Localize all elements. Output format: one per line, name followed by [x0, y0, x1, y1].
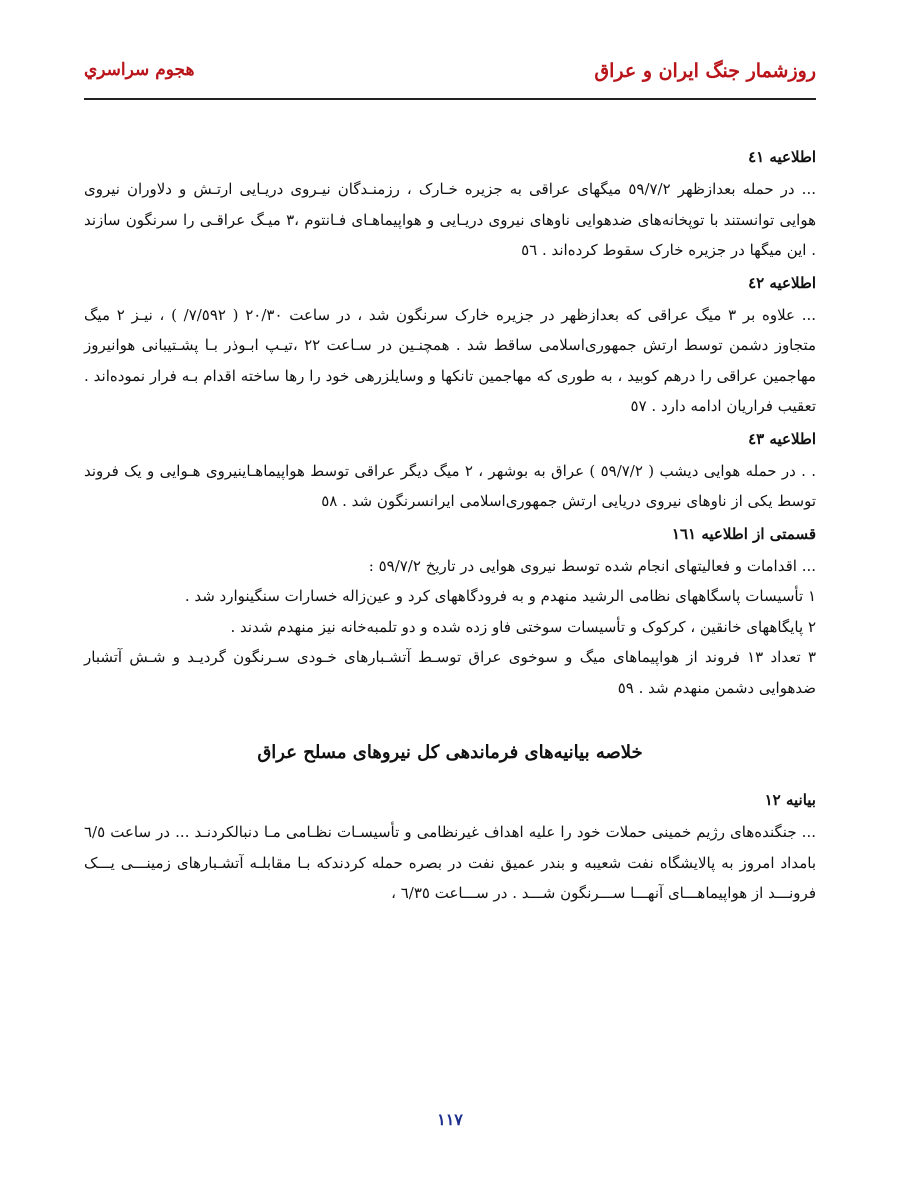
- summary-heading: خلاصه بیانیه‌های فرماندهی کل نیروهای مسلح عراق: [257, 742, 643, 763]
- statement-heading: بیانیه ١٢: [764, 791, 816, 809]
- announcement-heading: اطلاعیه ٤١: [748, 148, 816, 166]
- statement-paragraph: ... جنگنده‌های رژیم خمینی حملات خود را علیه اهداف غیرنظامی و تأسیسـات نظـامی مـا دنبالکردنـد ... در ساعت ٦/٥ بامداد امروز به پالایشگاه نفت شعیبه و بندر عمیق نفت در بصره حمله کردندکه بـا مقابلـه آتشـبارهای زمینـــی یـــک فرونـــد از هواپیماهـــای آنهـــا ســـرنگون شـــد . در ســـاعت ٦/٣٥ ،: [84, 823, 816, 902]
- announcement-41: [84, 140, 816, 266]
- announcement-intro: ... اقدامات و فعالیتهای انجام شده توسط نیروی هوایی در تاریخ ٥٩/٧/٢ :: [368, 556, 816, 575]
- statement-12: [84, 783, 816, 909]
- section-title: هجوم سراسري: [84, 60, 195, 80]
- announcement-heading: اطلاعیه ٤٢: [748, 273, 816, 292]
- page-header: [84, 58, 816, 100]
- page-content: [84, 140, 816, 909]
- announcement-list-item: ١ تأسیسات پاسگاههای نظامی الرشید منهدم و به فرودگاههای کرد و عین‌زاله خسارات سنگینوارد شد .: [184, 587, 816, 605]
- announcement-42: [84, 266, 816, 422]
- announcement-heading: اطلاعیه ٤٣: [748, 429, 816, 448]
- page-number: ١١٧: [437, 1110, 463, 1129]
- announcement-list-item: ٣ تعداد ١٣ فروند از هواپیماهای میگ و سوخوی عراق توسـط آتشـبارهای خـودی سـرنگون گردیـد و شـش آتشبار ضدهوایی دشمن منهدم شد . ٥٩: [84, 648, 817, 697]
- announcement-paragraph: ... علاوه بر ٣ میگ عراقی که بعدازظهر در جزیره خارک سرنگون شد ، در ساعت ٢٠/٣٠ ( ٧/٥٩٢/ ) ، نیـز ٢ میگ متجاوز دشمن توسط ارتش جمهوری‌اسلامی ساقط شد . همچنـین در سـاعت ٢٢ ،تیـپ ابـوذر بـا پشـتیبانی هوانیروز مهاجمین عراقی را درهم کوبید ، به طوری که مهاجمین تانکها و وسایلزرهی خود را رها ساخته اقدام بـه فرار نموده‌اند . تعقیب فراریان ادامه دارد . ٥٧: [84, 305, 817, 415]
- announcement-43: [84, 422, 816, 517]
- announcement-161-excerpt: [84, 517, 816, 704]
- announcement-paragraph: ... در حمله بعدازظهر ٥٩/٧/٢ میگهای عراقی به جزیره خـارک ، رزمنـدگان نیـروی دریـایی ارتـش و دلاوران نیروی هوایی توانستند با توپخانه‌های ضدهوایی ناوهای نیروی دریـایی و هواپیماهـای فـانتوم ،٣ میـگ عراقـی را سرنگون سازند . این میگها در جزیره خارک سقوط کرده‌اند . ٥٦: [84, 180, 817, 259]
- announcement-paragraph: . . در حمله هوایی دیشب ( ٥٩/٧/٢ ) عراق به بوشهر ، ٢ میگ دیگر عراقی توسط هواپیماهـاینیروی هـوایی و یک فروند توسط یکی از ناوهای نیروی دریایی ارتش جمهوری‌اسلامی ایرانسرنگون شد . ٥٨: [84, 461, 817, 510]
- announcement-heading: قسمتی از اطلاعیه ١٦١: [671, 524, 816, 543]
- announcement-list-item: ٢ پایگاههای خانقین ، کرکوک و تأسیسات سوختی فاو زده شده و دو تلمبه‌خانه نیز منهدم شدند .: [230, 617, 816, 636]
- book-title: روزشمار جنگ ایران و عراق: [594, 60, 816, 82]
